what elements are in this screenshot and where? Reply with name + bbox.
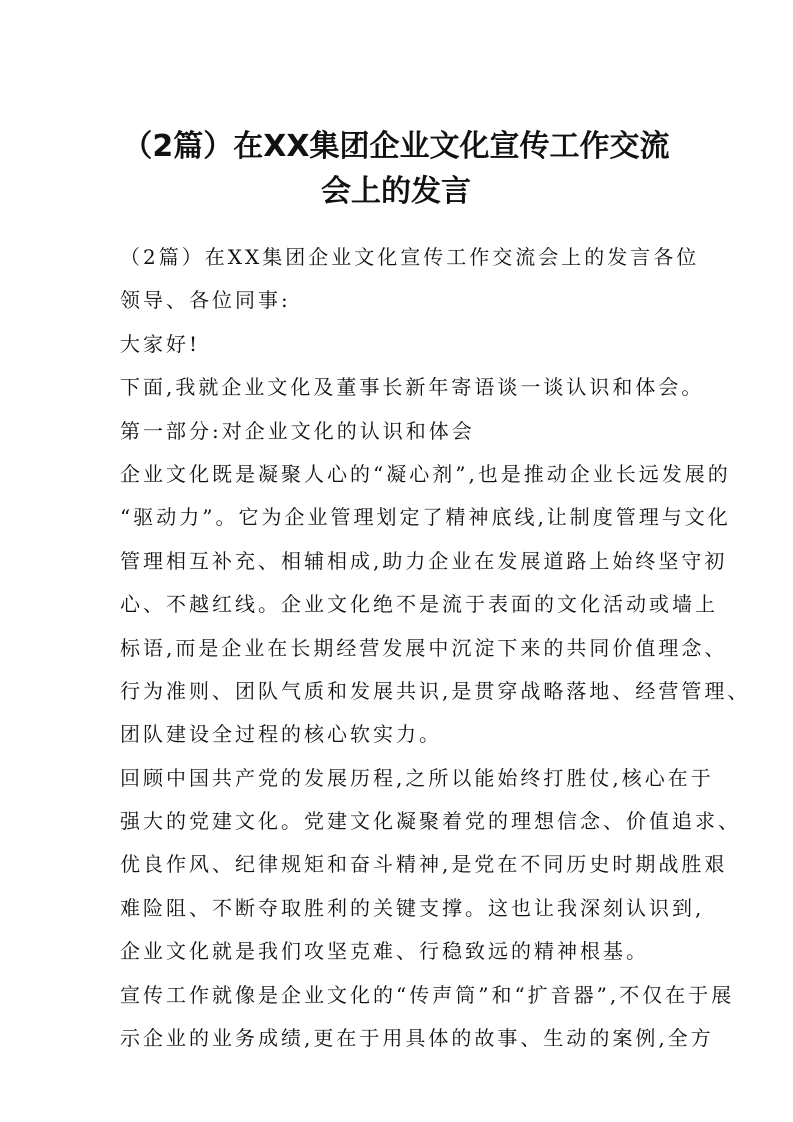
text-line: 标语,而是企业在长期经营发展中沉淀下来的共同价值理念、: [120, 635, 728, 660]
paragraph: [120, 757, 741, 974]
text-line: 强大的党建文化。党建文化凝聚着党的理想信念、价值追求、: [120, 809, 741, 834]
text-line: “驱动力”。它为企业管理划定了精神底线,让制度管理与文化: [120, 505, 731, 530]
text-line: 企业文化既是凝聚人心的“凝心剂”,也是推动企业长远发展的: [120, 461, 731, 486]
text-line: 领导、各位同事:: [120, 288, 291, 313]
text-line: 团队建设全过程的核心软实力。: [120, 722, 442, 747]
paragraph: [120, 323, 672, 366]
text-line: 大家好!: [120, 331, 201, 356]
text-line: 难险阻、不断夺取胜利的关键支撑。这也让我深刻认识到,: [120, 895, 705, 920]
paragraph: [120, 974, 735, 1061]
text-line: 第一部分:对企业文化的认识和体会: [120, 418, 475, 443]
title-line-2: 会上的发言: [321, 174, 471, 209]
text-line: 宣传工作就像是企业文化的“传声筒”和“扩音器”,不仅在于展: [120, 982, 735, 1007]
text-line: 心、不越红线。企业文化绝不是流于表面的文化活动或墙上: [120, 592, 718, 617]
paragraph: [120, 366, 705, 409]
text-line: 行为准则、团队气质和发展共识,是贯穿战略落地、经营管理、: [120, 678, 751, 703]
document-title: [110, 124, 682, 214]
text-line: 优良作风、纪律规矩和奋斗精神,是党在不同历史时期战胜艰: [120, 852, 728, 877]
text-line: 企业文化就是我们攻坚克难、行稳致远的精神根基。: [120, 939, 649, 964]
title-line-1: （2篇）在XX集团企业文化宣传工作交流: [122, 129, 670, 164]
paragraph: [120, 453, 751, 757]
document-body: [120, 236, 751, 1060]
paragraph: [120, 410, 672, 453]
text-line: 回顾中国共产党的发展历程,之所以能始终打胜仗,核心在于: [120, 765, 714, 790]
text-line: 示企业的业务成绩,更在于用具体的故事、生动的案例,全方: [120, 1026, 714, 1051]
text-line: 管理相互补充、相辅相成,助力企业在发展道路上始终坚守初: [120, 548, 728, 573]
text-line: 下面,我就企业文化及董事长新年寄语谈一谈认识和体会。: [120, 375, 705, 400]
text-line: （2篇）在XX集团企业文化宣传工作交流会上的发言各位: [120, 245, 700, 269]
paragraph: [120, 236, 700, 323]
